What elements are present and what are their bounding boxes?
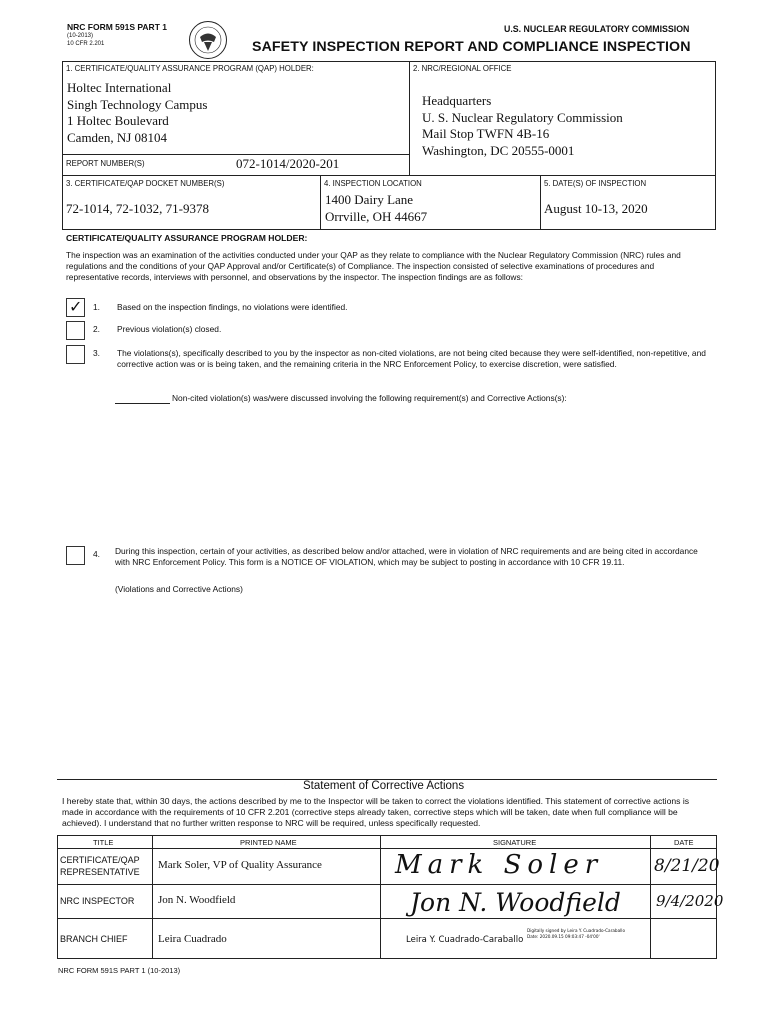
regional-office-label: 2. NRC/REGIONAL OFFICE xyxy=(413,64,512,73)
finding-number: 4. xyxy=(93,549,100,559)
office-line: Headquarters xyxy=(422,93,492,108)
inspection-date-value: August 10-13, 2020 xyxy=(544,201,648,216)
header-signature: SIGNATURE xyxy=(493,838,537,847)
row-title: CERTIFICATE/QAP REPRESENTATIVE xyxy=(60,855,140,877)
row-name: Mark Soler, VP of Quality Assurance xyxy=(158,859,322,871)
seal-icon xyxy=(188,20,228,60)
docket-label: 3. CERTIFICATE/QAP DOCKET NUMBER(S) xyxy=(66,179,225,188)
page-title: SAFETY INSPECTION REPORT AND COMPLIANCE INSPECTION xyxy=(252,39,691,55)
finding-number: 1. xyxy=(93,302,100,312)
finding-3-checkbox[interactable] xyxy=(66,345,85,364)
report-number-label: REPORT NUMBER(S) xyxy=(66,159,145,168)
rule xyxy=(62,175,716,176)
statement-text: I hereby state that, within 30 days, the actions described by me to the Inspector will be taken to correct the violations identified. This statement of corrective actions is made in accordance with the requirements of 10 CFR 2.201 (corrective steps already taken, corrective steps which will be taken, date when full compliance will be achieved). I understand that no further written response to NRC will be required, unless specifically requested. xyxy=(62,796,690,829)
checkmark-icon: ✓ xyxy=(69,297,83,316)
nrc-inspector-signature[interactable]: Jon N. Woodfield xyxy=(410,888,621,917)
rule xyxy=(57,884,717,885)
header-title: TITLE xyxy=(93,838,114,847)
rule xyxy=(57,958,717,959)
location-address xyxy=(325,192,427,225)
row-date: 9/4/2020 xyxy=(656,892,724,910)
rule xyxy=(320,175,321,229)
row-title: BRANCH CHIEF xyxy=(60,934,128,944)
holder-address xyxy=(67,80,207,146)
office-line: Washington, DC 20555-0001 xyxy=(422,142,575,158)
form-date: (10-2013) xyxy=(67,33,94,39)
rule xyxy=(650,835,651,958)
location-line: Orrville, OH 44667 xyxy=(325,208,428,224)
rule xyxy=(409,61,410,175)
docket-value: 72-1014, 72-1032, 71-9378 xyxy=(66,201,209,216)
violations-label: (Violations and Corrective Actions) xyxy=(115,584,243,594)
finding-number: 2. xyxy=(93,324,100,334)
holder-line: Singh Technology Campus xyxy=(67,96,208,112)
rule xyxy=(380,835,381,958)
qap-representative-signature[interactable]: Mark Soler xyxy=(395,850,604,880)
inspection-intro: The inspection was an examination of the activities conducted under your QAP as they relate to compliance with the Nuclear Regulatory Commission (NRC) rules and regulations and the conditions of your QAP Approval and/or Certificate(s) of Compliance. The inspection consisted of selective examinations of procedures and representative records, interviews with personnel, and observations by the inspector. The inspection findings are as follows: xyxy=(66,250,681,282)
holder-heading: CERTIFICATE/QUALITY ASSURANCE PROGRAM HOLDER: xyxy=(66,233,308,243)
cfr-reference: 10 CFR 2.201 xyxy=(67,41,105,47)
finding-4-text: During this inspection, certain of your activities, as described below and/or attached, were in violation of NRC requirements and are being cited in accordance with NRC Enforcement Policy. This form is a NOTICE OF VIOLATION, which may be subject to posting in accordance with 10 CFR 19.11. xyxy=(115,546,698,567)
rule xyxy=(715,61,716,229)
finding-2-checkbox[interactable] xyxy=(66,321,85,340)
finding-4-checkbox[interactable] xyxy=(66,546,85,565)
branch-chief-signature[interactable]: Leira Y. Cuadrado-Caraballo xyxy=(406,935,524,945)
rule xyxy=(62,61,716,62)
noncited-blank[interactable] xyxy=(115,403,170,404)
regional-office-address xyxy=(422,93,623,159)
holder-label: 1. CERTIFICATE/QUALITY ASSURANCE PROGRAM (QAP) HOLDER: xyxy=(66,64,314,73)
form-id: NRC FORM 591S PART 1 xyxy=(67,22,167,32)
header-printed-name: PRINTED NAME xyxy=(240,838,297,847)
rule xyxy=(57,918,717,919)
office-line: U. S. Nuclear Regulatory Commission xyxy=(422,109,623,125)
rule xyxy=(62,154,409,155)
location-line: 1400 Dairy Lane xyxy=(325,192,414,207)
holder-line: 1 Holtec Boulevard xyxy=(67,113,169,128)
finding-2-text: Previous violation(s) closed. xyxy=(117,324,222,334)
rule xyxy=(152,835,153,958)
rule xyxy=(62,61,63,229)
finding-1-text: Based on the inspection findings, no violations were identified. xyxy=(117,302,348,312)
statement-heading: Statement of Corrective Actions xyxy=(303,780,465,792)
finding-1-checkbox[interactable] xyxy=(66,298,85,317)
row-name: Leira Cuadrado xyxy=(158,933,227,945)
row-date: 8/21/20 xyxy=(654,856,720,876)
inspection-date-label: 5. DATE(S) OF INSPECTION xyxy=(544,179,647,188)
rule xyxy=(57,848,717,849)
holder-line: Camden, NJ 08104 xyxy=(67,129,168,145)
report-number-value: 072-1014/2020-201 xyxy=(236,156,340,171)
office-line: Mail Stop TWFN 4B-16 xyxy=(422,126,550,141)
rule xyxy=(57,835,717,836)
noncited-text: Non-cited violation(s) was/were discussed involving the following requirement(s) and Corrective Actions(s): xyxy=(172,393,567,403)
header-date: DATE xyxy=(674,838,694,847)
row-name: Jon N. Woodfield xyxy=(158,894,236,906)
agency-name: U.S. NUCLEAR REGULATORY COMMISSION xyxy=(504,24,690,34)
form-footer: NRC FORM 591S PART 1 (10-2013) xyxy=(58,966,181,975)
finding-3-text: The violations(s), specifically described to you by the inspector as non-cited violations, are not being cited because they were self-identified, non-repetitive, and corrective action was or is being taken, and the remaining criteria in the NRC Enforcement Policy, to exercise discretion, were satisfied. xyxy=(117,348,706,369)
rule xyxy=(57,835,58,958)
location-label: 4. INSPECTION LOCATION xyxy=(324,179,422,188)
rule xyxy=(540,175,541,229)
digital-signature-note: Digitally signed by Leira Y. Cuadrado-Caraballo Date: 2020.09.15 09:03:47 -04'00' xyxy=(527,928,626,939)
nrc-seal xyxy=(188,20,228,60)
holder-line: Holtec International xyxy=(67,80,172,95)
row-title: NRC INSPECTOR xyxy=(60,896,135,906)
rule xyxy=(62,229,716,230)
finding-number: 3. xyxy=(93,348,100,358)
